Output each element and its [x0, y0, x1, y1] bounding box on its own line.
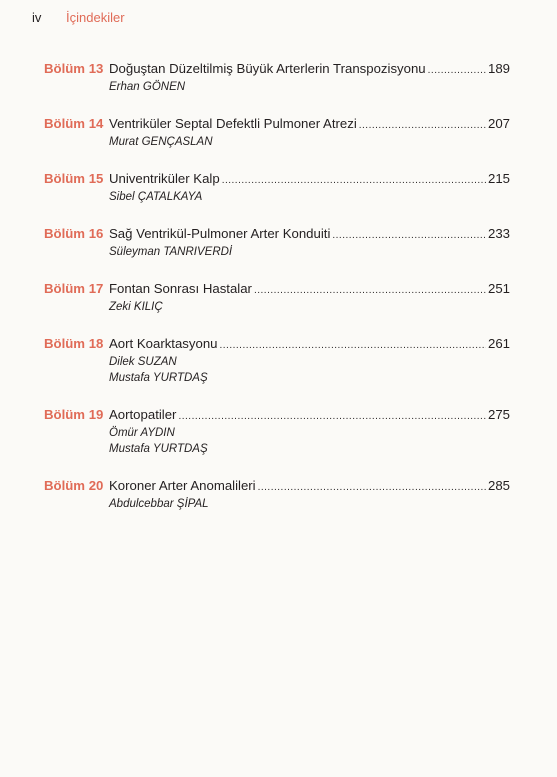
toc-entry-line [44, 280, 510, 299]
page-reference: 233 [487, 226, 510, 241]
chapter-title: Koroner Arter Anomalileri [109, 478, 256, 493]
chapter-author: Sibel ÇATALKAYA [109, 191, 203, 203]
chapter-label: Bölüm 14 [44, 116, 104, 131]
chapter-title: Doğuştan Düzeltilmiş Büyük Arterlerin Transpozisyonu [109, 61, 426, 76]
chapter-title: Sağ Ventrikül-Pulmoner Arter Konduiti [109, 226, 331, 241]
page-title: İçindekiler [66, 10, 125, 25]
dot-leader [332, 227, 486, 244]
chapter-author: Erhan GÖNEN [109, 81, 186, 93]
page-reference: 207 [487, 116, 510, 131]
page-reference: 275 [487, 407, 510, 422]
chapter-label: Bölüm 13 [44, 61, 104, 76]
chapter-label: Bölüm 16 [44, 226, 104, 241]
dot-leader [254, 282, 486, 299]
chapter-author: Mustafa YURTDAŞ [109, 443, 208, 455]
toc-entry-15[interactable] [44, 170, 510, 205]
toc-entry-line [44, 225, 510, 244]
chapter-label: Bölüm 18 [44, 336, 104, 351]
page-reference: 251 [487, 281, 510, 296]
chapter-author: Ömür AYDIN [109, 427, 175, 439]
chapter-author: Zeki KILIÇ [109, 301, 163, 313]
toc-entry-line [44, 60, 510, 79]
chapter-title: Aortopatiler [109, 407, 177, 422]
dot-leader [359, 117, 486, 134]
page-reference: 189 [487, 61, 510, 76]
chapter-title: Univentriküler Kalp [109, 171, 220, 186]
table-of-contents [44, 60, 510, 532]
chapter-label: Bölüm 17 [44, 281, 104, 296]
dot-leader [258, 479, 486, 496]
chapter-title: Aort Koarktasyonu [109, 336, 218, 351]
chapter-label: Bölüm 20 [44, 478, 104, 493]
toc-entry-14[interactable] [44, 115, 510, 150]
page-reference: 215 [487, 171, 510, 186]
toc-entry-17[interactable] [44, 280, 510, 315]
toc-entry-line [44, 170, 510, 189]
chapter-title: Fontan Sonrası Hastalar [109, 281, 252, 296]
page-header [32, 10, 125, 25]
toc-entry-20[interactable] [44, 477, 510, 512]
dot-leader [178, 408, 486, 425]
page-number: iv [32, 10, 42, 25]
dot-leader [428, 62, 486, 79]
chapter-author: Dilek SUZAN [109, 356, 177, 368]
page-reference: 285 [487, 478, 510, 493]
chapter-title: Ventriküler Septal Defektli Pulmoner Atrezi [109, 116, 357, 131]
toc-entry-19[interactable] [44, 406, 510, 457]
toc-entry-line [44, 335, 510, 354]
chapter-author: Murat GENÇASLAN [109, 136, 213, 148]
toc-entry-line [44, 477, 510, 496]
chapter-author: Süleyman TANRIVERDİ [109, 246, 233, 258]
toc-entry-13[interactable] [44, 60, 510, 95]
toc-entry-18[interactable] [44, 335, 510, 386]
chapter-author: Abdulcebbar ŞİPAL [109, 498, 209, 510]
chapter-author: Mustafa YURTDAŞ [109, 372, 208, 384]
chapter-label: Bölüm 15 [44, 171, 104, 186]
dot-leader [222, 172, 486, 189]
toc-entry-16[interactable] [44, 225, 510, 260]
toc-entry-line [44, 406, 510, 425]
toc-entry-line [44, 115, 510, 134]
chapter-label: Bölüm 19 [44, 407, 104, 422]
page-reference: 261 [487, 336, 510, 351]
dot-leader [220, 337, 486, 354]
